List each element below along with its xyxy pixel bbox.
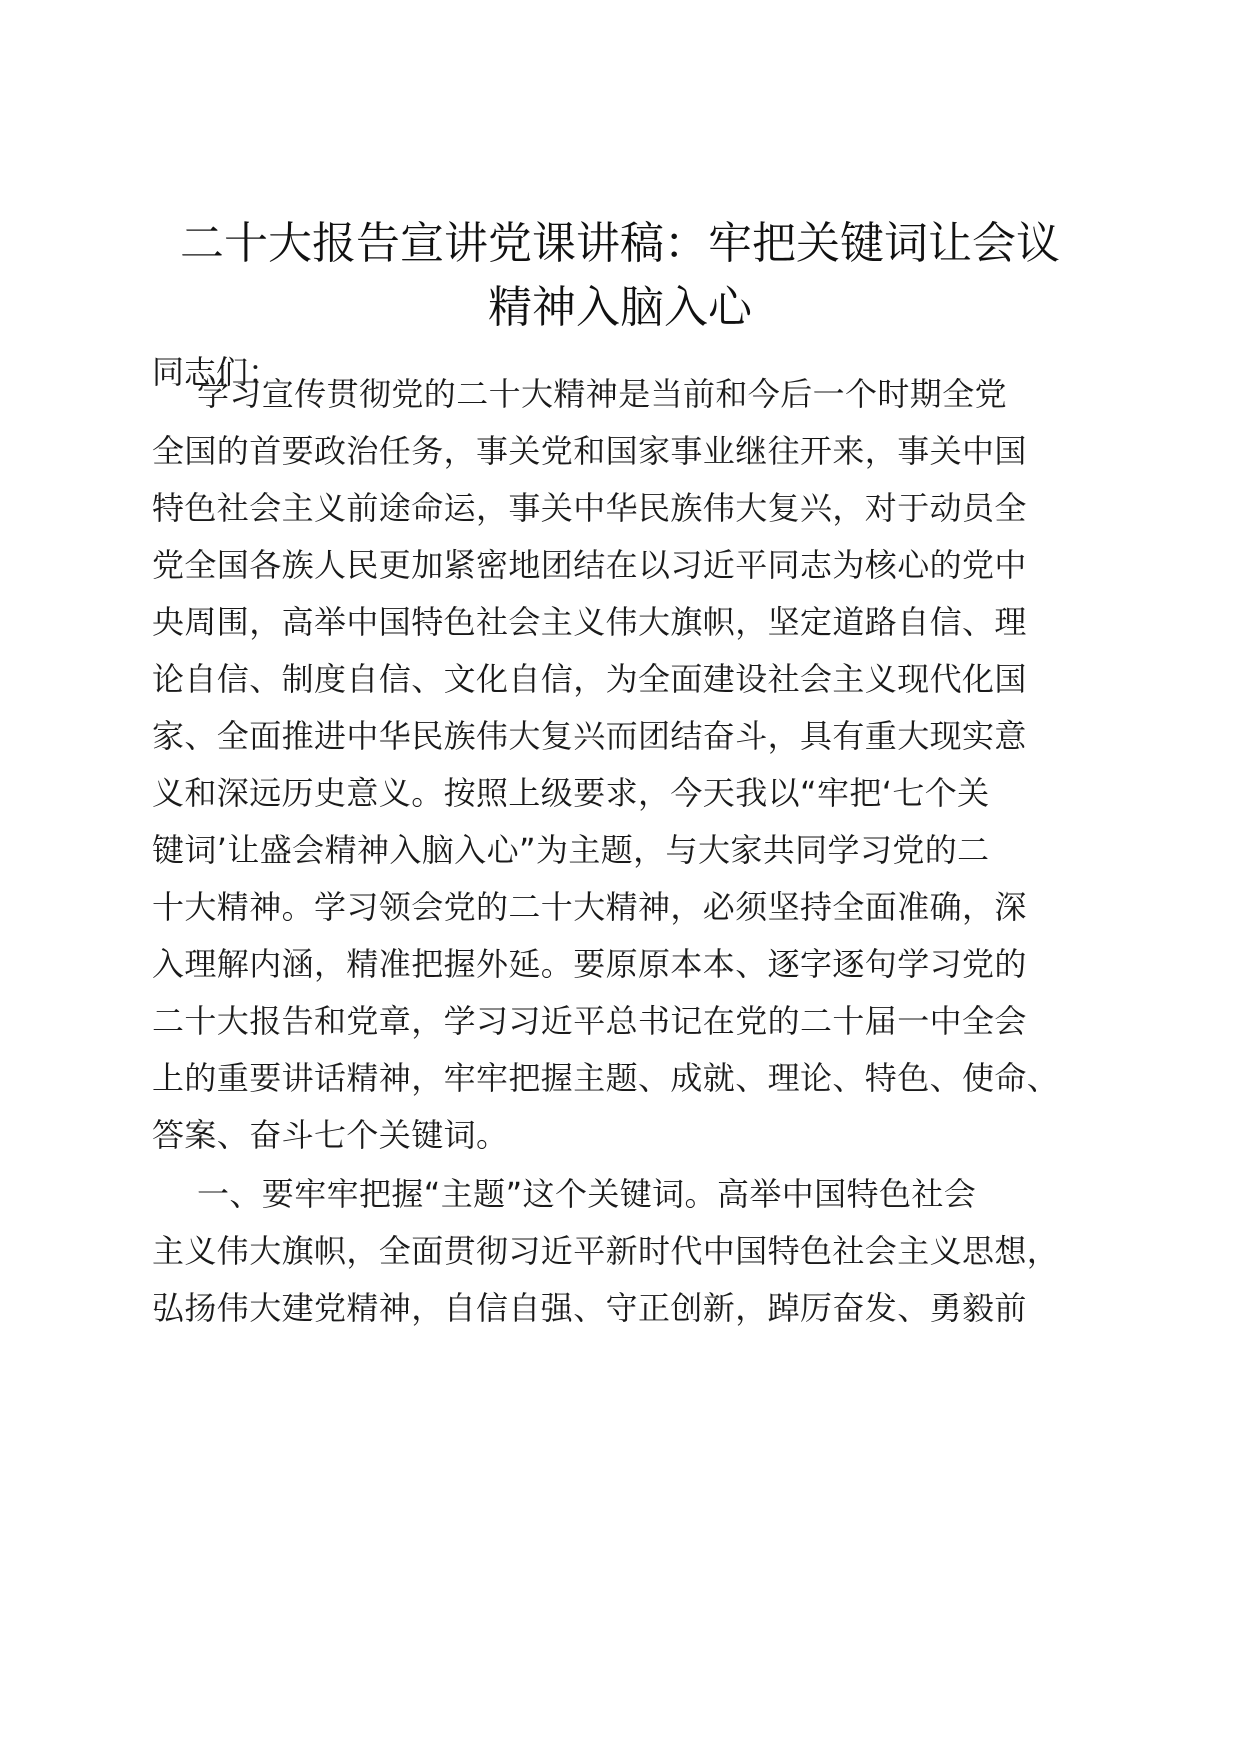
- paragraph-line: 学习宣传贯彻党的二十大精神是当前和今后一个时期全党: [197, 375, 1008, 413]
- title-line-1: 二十大报告宣讲党课讲稿：牢把关键词让会议: [180, 218, 1060, 269]
- paragraph-line: 入理解内涵，精准把握外延。要原原本本、逐字逐句学习党的: [152, 945, 1027, 983]
- paragraph-line: 上的重要讲话精神，牢牢把握主题、成就、理论、特色、使命、: [152, 1059, 1060, 1097]
- paragraph-line: 论自信、制度自信、文化自信，为全面建设社会主义现代化国: [152, 660, 1027, 698]
- paragraph-line: 十大精神。学习领会党的二十大精神，必须坚持全面准确，深: [152, 888, 1027, 926]
- paragraph-line: 义和深远历史意义。按照上级要求，今天我以“牢把‘七个关: [152, 774, 990, 812]
- paragraph-line: 一、要牢牢把握“主题”这个关键词。高举中国特色社会: [197, 1175, 977, 1213]
- paragraph-line: 央周围，高举中国特色社会主义伟大旗帜，坚定道路自信、理: [152, 603, 1027, 641]
- paragraph-line: 二十大报告和党章，学习习近平总书记在党的二十届一中全会: [152, 1002, 1027, 1040]
- paragraph-line: 键词’让盛会精神入脑入心”为主题，与大家共同学习党的二: [152, 831, 990, 869]
- paragraph-line: 党全国各族人民更加紧密地团结在以习近平同志为核心的党中: [152, 546, 1027, 584]
- paragraph-line: 答案、奋斗七个关键词。: [152, 1116, 509, 1154]
- greeting: 同志们：: [152, 353, 281, 391]
- document-title: [150, 212, 1090, 340]
- paragraph-line: 特色社会主义前途命运，事关中华民族伟大复兴，对于动员全: [152, 489, 1027, 527]
- paragraph-line: 主义伟大旗帜，全面贯彻习近平新时代中国特色社会主义思想，: [152, 1232, 1060, 1270]
- paragraph-line: 全国的首要政治任务，事关党和国家事业继往开来，事关中国: [152, 432, 1027, 470]
- paragraph-line: 家、全面推进中华民族伟大复兴而团结奋斗，具有重大现实意: [152, 717, 1027, 755]
- paragraph-line: 弘扬伟大建党精神，自信自强、守正创新，踔厉奋发、勇毅前: [152, 1289, 1027, 1327]
- title-line-2: 精神入脑入心: [488, 282, 752, 333]
